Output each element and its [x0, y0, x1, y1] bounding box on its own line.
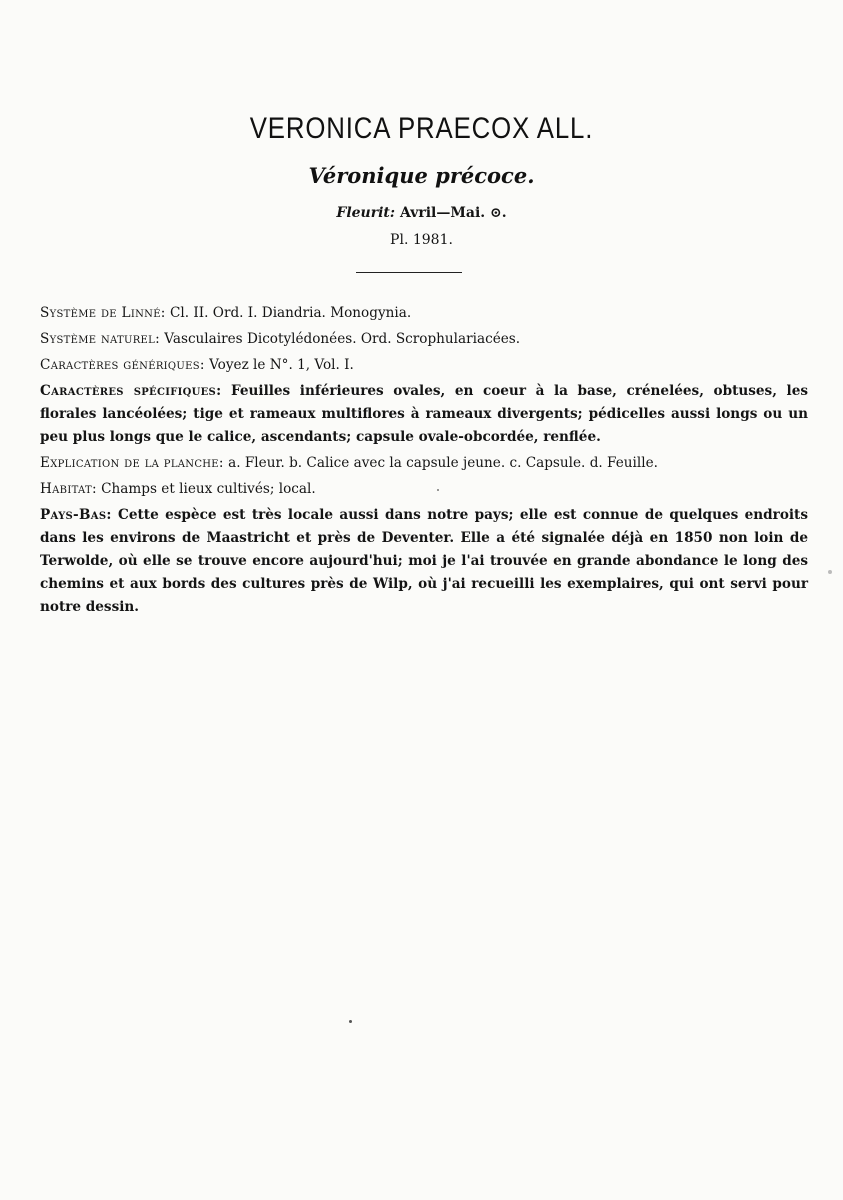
- section-text: Voyez le N°. 1, Vol. I.: [204, 357, 354, 373]
- section-naturel: [40, 328, 808, 351]
- section-pays-bas: [40, 504, 808, 619]
- paper-speck: [437, 489, 439, 491]
- section-linne: [40, 302, 808, 325]
- paper-speck: [828, 570, 832, 574]
- section-explication: [40, 452, 808, 475]
- section-label: Explication de la planche:: [40, 455, 224, 471]
- section-label: Système de Linné:: [40, 305, 166, 321]
- title-divider: [356, 272, 462, 273]
- section-text: Cette espèce est très locale aussi dans notre pays; elle est connue de quelques endroits dans les environs de Maastricht et près de Deventer. Elle a été signalée déjà en 1850 non loin de Terwolde, où elle se trouve encore aujourd'hui; moi je l'ai trouvée en grande abondance le long des chemins et aux bords des cultures près de Wilp, où j'ai recueilli les exemplaires, qui ont servi pour notre dessin.: [40, 507, 808, 615]
- section-habitat: [40, 478, 808, 501]
- description-body: [40, 302, 808, 622]
- section-label: Système naturel:: [40, 331, 160, 347]
- flowering-label: Fleurit:: [336, 205, 396, 221]
- paper-speck: [349, 1020, 352, 1023]
- section-text: Vasculaires Dicotylédonées. Ord. Scrophulariacées.: [159, 331, 521, 347]
- section-label: Habitat:: [40, 481, 97, 497]
- section-label: Pays-Bas:: [40, 507, 112, 523]
- common-name: Véronique précoce.: [308, 163, 535, 188]
- section-label: Caractères spécifiques:: [40, 383, 222, 399]
- flowering-period: [0, 205, 843, 221]
- section-text: Champs et lieux cultivés; local.: [96, 481, 316, 497]
- section-text: a. Fleur. b. Calice avec la capsule jeune. c. Capsule. d. Feuille.: [223, 455, 658, 471]
- section-text: Cl. II. Ord. I. Diandria. Monogynia.: [165, 305, 412, 321]
- plate-number: Pl. 1981.: [390, 232, 453, 248]
- section-label: Caractères génériques:: [40, 357, 205, 373]
- section-generiques: [40, 354, 808, 377]
- flowering-value: Avril—Mai. ⊙.: [399, 205, 507, 221]
- species-title: VERONICA PRAECOX ALL.: [249, 112, 594, 145]
- section-text: Feuilles inférieures ovales, en coeur à la base, crénelées, obtuses, les florales lancéolées; tige et rameaux multiflores à rameaux divergents; pédicelles aussi longs ou un peu plus longs que le calice, ascendants; capsule ovale-obcordée, renflée.: [40, 383, 808, 445]
- section-specifiques: [40, 380, 808, 449]
